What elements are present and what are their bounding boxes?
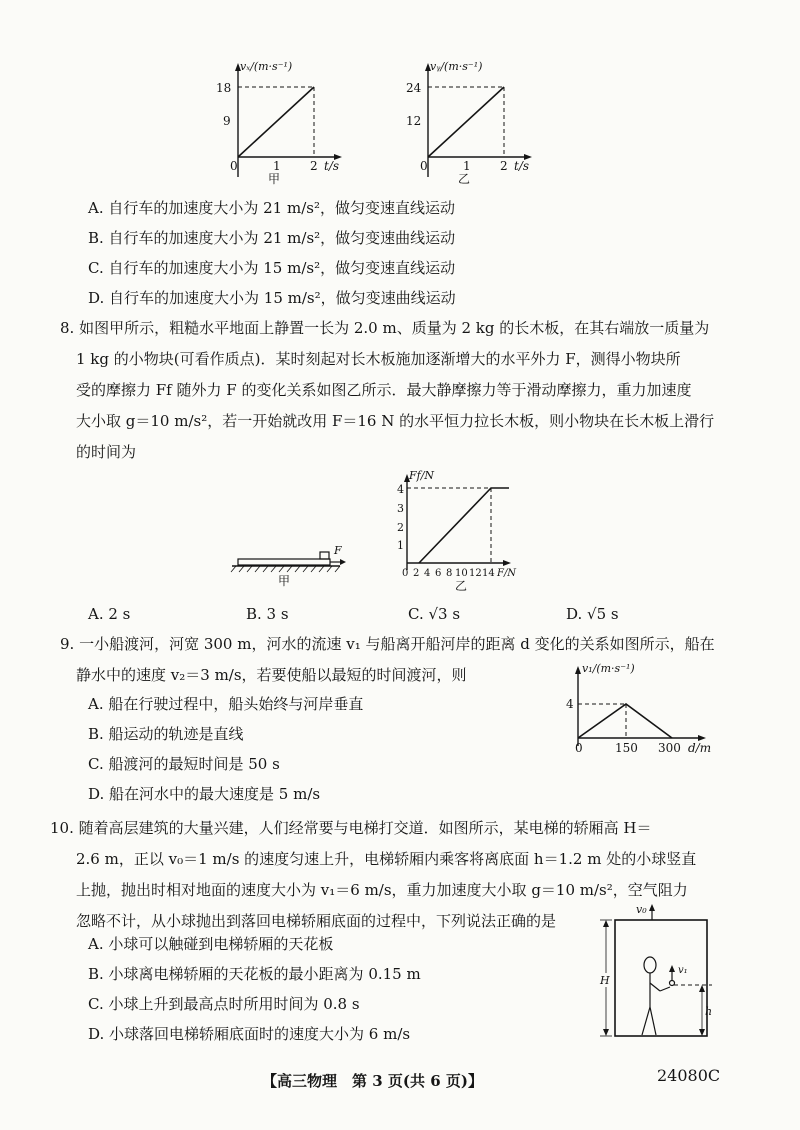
graph-yi-velocity-line [428,87,504,157]
q8-graph-ylabel: Ff/N [409,469,435,482]
q8-option-a: A. 2 s [88,605,131,623]
q8-friction-line [419,488,509,563]
graph-jia-xtick-2: 2 [310,159,318,173]
q8-option-d: D. √5 s [566,605,619,623]
graph-jia-caption: 甲 [268,172,281,185]
q9-graph-ylabel: v₁/(m·s⁻¹) [582,662,635,675]
graph-jia-ytick-9: 9 [223,114,231,128]
graph-jia-origin: 0 [230,159,238,173]
graph-yi-xlabel: t/s [514,159,530,173]
q9-graph [560,658,720,760]
q10-line-3: 上抛，抛出时相对地面的速度大小为 v₁＝6 m/s，重力加速度大小取 g＝10 m/s²，空气阻力 [76,881,688,899]
graph-jia-xlabel: t/s [324,159,340,173]
q9-origin: 0 [575,741,583,755]
q8-figure-jia [230,540,350,590]
q8-xtick-6: 6 [435,568,442,579]
graph-yi-origin: 0 [420,159,428,173]
q10-option-a: A. 小球可以触碰到电梯轿厢的天花板 [88,935,334,953]
q9-option-c: C. 船渡河的最短时间是 50 s [88,755,280,773]
long-board [238,559,330,565]
q8-stem [60,318,790,468]
q8-xtick-14: 14 [482,568,495,579]
q10-option-b: B. 小球离电梯轿厢的天花板的最小距离为 0.15 m [88,965,421,983]
q9-line-2: 静水中的速度 v₂＝3 m/s，若要使船以最短的时间渡河，则 [76,666,467,684]
q8-ytick-1: 1 [397,539,404,552]
graph-yi [390,55,550,185]
q8-line-2: 1 kg 的小物块(可看作质点)．某时刻起对长木板施加逐渐增大的水平外力 F，测得小物块所 [76,350,681,368]
q8-figure-jia-caption: 甲 [278,574,291,588]
q8-option-c: C. √3 s [408,605,461,623]
q9-option-d: D. 船在河水中的最大速度是 5 m/s [88,785,321,803]
q10-option-c: C. 小球上升到最高点时所用时间为 0.8 s [88,995,360,1013]
elevator-H-label: H [600,974,610,987]
q8-xtick-8: 8 [446,568,453,579]
elevator-h-label: h [705,1005,713,1018]
graph-yi-xtick-1: 1 [463,159,471,173]
graph-jia-ylabel: vₓ/(m·s⁻¹) [240,60,293,73]
footer-title: 【高三物理 第 3 页(共 6 页)】 [262,1072,483,1090]
q8-graph-caption: 乙 [455,579,468,593]
q8-line-1: 8. 如图甲所示，粗糙水平地面上静置一长为 2.0 m、质量为 2 kg 的长木板，在其右端放一质量为 [60,319,710,337]
footer-code: 24080C [657,1066,721,1085]
q8-ytick-3: 3 [397,502,404,515]
passenger [642,957,670,1035]
elevator-v1-label: v₁ [678,965,688,976]
q9-xtick-150: 150 [615,741,638,755]
q9-options [88,694,568,804]
q10-options [88,934,588,1044]
q8-graph-yi [385,466,535,596]
q10-elevator-figure [590,895,720,1045]
q8-ytick-2: 2 [397,521,404,534]
q9-xtick-300: 300 [658,741,681,755]
graph-jia-xtick-1: 1 [273,159,281,173]
q10-line-2: 2.6 m，正以 v₀＝1 m/s 的速度匀速上升，电梯轿厢内乘客将离底面 h＝1.2 m 处的小球竖直 [76,850,697,868]
q7-option-a: A. 自行车的加速度大小为 21 m/s²，做匀变速直线运动 [88,199,455,217]
q9-line-1: 9. 一小船渡河，河宽 300 m，河水的流速 v₁ 与船离开船河岸的距离 d 变化的关系如图所示，船在 [60,635,715,653]
q8-graph-xlabel: F/N [497,568,517,579]
q10-option-d: D. 小球落回电梯轿厢底面时的速度大小为 6 m/s [88,1025,411,1043]
q8-xtick-12: 12 [469,568,482,579]
q7-option-c: C. 自行车的加速度大小为 15 m/s²，做匀变速直线运动 [88,259,456,277]
graph-jia-velocity-line [238,87,314,157]
graph-jia [200,55,360,185]
q8-xtick-0: 0 [402,568,409,579]
q9-flow-speed-line [578,704,672,738]
q8-force-label: F [334,544,342,557]
small-block [320,552,329,559]
q9-option-b: B. 船运动的轨迹是直线 [88,725,244,743]
graph-yi-ylabel: vᵧ/(m·s⁻¹) [430,60,483,73]
q9-ytick-4: 4 [566,697,574,711]
q8-options [88,604,708,626]
q7-option-b: B. 自行车的加速度大小为 21 m/s²，做匀变速曲线运动 [88,229,456,247]
q8-xtick-2: 2 [413,568,420,579]
q9-graph-xlabel: d/m [688,741,712,755]
q7-option-d: D. 自行车的加速度大小为 15 m/s²，做匀变速曲线运动 [88,289,456,307]
graph-yi-ytick-12: 12 [406,114,422,128]
q8-ytick-4: 4 [397,483,404,496]
graph-yi-ytick-24: 24 [406,81,422,95]
q9-option-a: A. 船在行驶过程中，船头始终与河岸垂直 [88,695,364,713]
q8-line-5: 的时间为 [76,443,137,461]
q8-line-4: 大小取 g＝10 m/s²，若一开始就改用 F＝16 N 的水平恒力拉长木板，则小物块在长木板上滑行 [76,412,715,430]
ball [670,981,675,986]
q8-option-b: B. 3 s [246,605,289,623]
graph-jia-ytick-18: 18 [216,81,232,95]
q10-line-1: 10. 随着高层建筑的大量兴建，人们经常要与电梯打交道．如图所示，某电梯的轿厢高 H＝ [50,819,652,837]
q8-xtick-10: 10 [455,568,468,579]
q7-options [88,198,788,308]
elevator-v0-label: v₀ [636,903,647,916]
q8-line-3: 受的摩擦力 Ff 随外力 F 的变化关系如图乙所示．最大静摩擦力等于滑动摩擦力，重力加速度 [76,381,692,399]
q10-line-4: 忽略不计，从小球抛出到落回电梯轿厢底面的过程中，下列说法正确的是 [76,912,557,930]
elevator-cabin [615,920,707,1036]
q8-xtick-4: 4 [424,568,431,579]
graph-yi-caption: 乙 [458,172,471,185]
graph-yi-xtick-2: 2 [500,159,508,173]
